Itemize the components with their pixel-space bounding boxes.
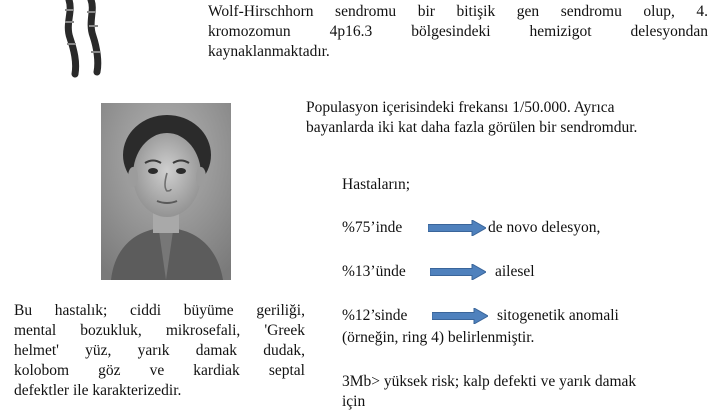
chromosome-icon [55, 0, 115, 80]
statistic-item-cytogenetic [342, 306, 702, 328]
risk-line-1: 3Mb> yüksek risk; kalp defekti ve yarık damak [342, 373, 637, 390]
arrow-right-icon [430, 264, 486, 280]
statistic-item-familial [342, 262, 702, 284]
item-percentage: %12’sinde [342, 307, 408, 324]
description-line-1: Bu hastalık; ciddi büyüme geriliği, [14, 302, 305, 319]
intro-line-3: kaynaklanmaktadır. [208, 43, 330, 60]
frequency-line-1: Populasyon içerisindeki frekansı 1/50.000. Ayrıca [306, 99, 615, 116]
description-line-4: kolobom göz ve kardiak septal [14, 362, 305, 379]
cytogenetic-note: (örneğin, ring 4) belirlenmiştir. [342, 329, 535, 346]
intro-paragraph [208, 2, 708, 62]
intro-line-2: kromozomun 4p16.3 bölgesindeki hemizigot delesyondan [208, 23, 708, 40]
description-line-5: defektler ile karakterizedir. [14, 382, 182, 399]
statistic-item-de-novo [342, 218, 702, 240]
arrow-right-icon [428, 220, 486, 236]
patients-heading: Hastaların; [342, 176, 411, 193]
description-line-2: mental bozukluk, mikrosefali, 'Greek [14, 322, 305, 339]
frequency-line-2: bayanlarda iki kat daha fazla görülen bir sendromdur. [306, 119, 638, 136]
risk-paragraph [342, 372, 712, 412]
item-description: ailesel [495, 263, 535, 280]
risk-line-2: için [342, 393, 366, 410]
description-paragraph [14, 301, 305, 401]
item-description: de novo delesyon, [488, 219, 601, 236]
child-portrait-image [101, 103, 231, 280]
intro-line-1: Wolf-Hirschhorn sendromu bir bitişik gen sendromu olup, 4. [208, 3, 708, 20]
item-description: sitogenetik anomali [497, 307, 619, 324]
frequency-paragraph [306, 98, 711, 138]
description-line-3: helmet' yüz, yarık damak dudak, [14, 342, 305, 359]
patient-photo [101, 103, 231, 280]
item-percentage: %13’ünde [342, 263, 406, 280]
item-percentage: %75’inde [342, 219, 403, 236]
arrow-right-icon [432, 308, 488, 324]
